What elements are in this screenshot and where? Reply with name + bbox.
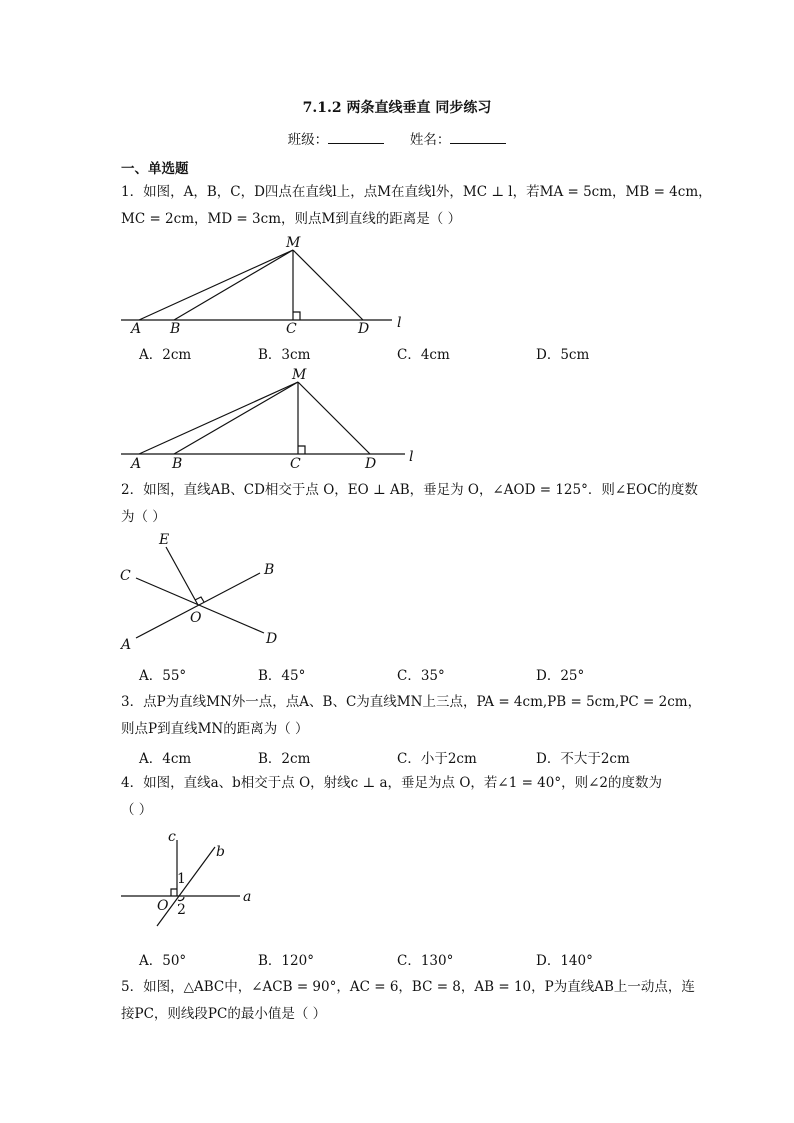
q3-option-d[interactable]: D．不大于2cm — [536, 751, 630, 767]
q5-line2: 接PC，则线段PC的最小值是（ ） — [121, 1006, 327, 1022]
q4-option-c[interactable]: C．130° — [397, 953, 454, 969]
q2-label-d: D — [266, 631, 278, 647]
q1-label-m: M — [286, 235, 301, 251]
q2-label-c: C — [120, 568, 131, 584]
q1r-label-b: B — [172, 456, 183, 472]
q1-option-d[interactable]: D．5cm — [536, 347, 590, 363]
q2-option-c[interactable]: C．35° — [397, 668, 445, 684]
q4-label-b: b — [216, 844, 225, 860]
q1-option-a[interactable]: A．2cm — [139, 347, 192, 363]
q4-option-a[interactable]: A．50° — [139, 953, 187, 969]
q2-option-d[interactable]: D．25° — [536, 668, 585, 684]
q2-label-a: A — [121, 637, 132, 653]
section-title: 一、单选题 — [121, 161, 189, 177]
q4-label-o: O — [157, 898, 169, 914]
q1r-label-c: C — [290, 456, 301, 472]
q5-line1: 5．如图，△ABC中，∠ACB = 90°，AC = 6，BC = 8，AB = 10，P为直线AB上一动点，连 — [121, 979, 695, 995]
q4-option-b[interactable]: B．120° — [258, 953, 314, 969]
q1r-label-m: M — [292, 367, 307, 383]
q3-option-b[interactable]: B．2cm — [258, 751, 311, 767]
q2-line1: 2．如图，直线AB、CD相交于点 O，EO ⊥ AB，垂足为 O，∠AOD = 125°．则∠EOC的度数 — [121, 482, 698, 498]
q1r-label-a: A — [131, 456, 142, 472]
q2-line2: 为（ ） — [121, 509, 166, 525]
q4-label-a: a — [243, 889, 252, 905]
q2-option-b[interactable]: B．45° — [258, 668, 306, 684]
q1-line2: MC = 2cm，MD = 3cm，则点M到直线的距离是（ ） — [121, 211, 462, 227]
q1-label-c: C — [286, 321, 297, 337]
q3-line2: 则点P到直线MN的距离为（ ） — [121, 721, 309, 737]
q3-option-a[interactable]: A．4cm — [139, 751, 192, 767]
q4-label-1: 1 — [177, 871, 186, 887]
class-label: 班级： — [287, 132, 329, 148]
page-title: 7.1.2 两条直线垂直 同步练习 — [302, 100, 492, 116]
q1-label-l: l — [397, 315, 402, 331]
q1-option-b[interactable]: B．3cm — [258, 347, 311, 363]
q4-label-2: 2 — [177, 902, 186, 918]
q1r-label-d: D — [365, 456, 377, 472]
q3-line1: 3．点P为直线MN外一点，点A、B、C为直线MN上三点，PA = 4cm,PB = 5cm,PC = 2cm， — [121, 694, 702, 710]
q4-option-d[interactable]: D．140° — [536, 953, 593, 969]
name-label: 姓名： — [409, 132, 451, 148]
q1-label-b: B — [170, 321, 181, 337]
q4-line2: （ ） — [121, 802, 153, 818]
q1-label-a: A — [131, 321, 142, 337]
q2-option-a[interactable]: A．55° — [139, 668, 187, 684]
q2-label-b: B — [264, 562, 275, 578]
q1r-label-l: l — [409, 449, 414, 465]
q2-label-e: E — [159, 532, 170, 548]
q2-label-o: O — [190, 610, 202, 626]
q1-label-d: D — [358, 321, 370, 337]
q4-label-c: c — [168, 829, 176, 845]
q1-line1: 1．如图，A，B，C，D四点在直线l上，点M在直线l外，MC ⊥ l，若MA = 5cm，MB = 4cm， — [121, 184, 712, 200]
q4-line1: 4．如图，直线a、b相交于点 O，射线c ⊥ a，垂足为点 O，若∠1 = 40°，则∠2的度数为 — [121, 775, 663, 791]
q3-option-c[interactable]: C．小于2cm — [397, 751, 477, 767]
q1-option-c[interactable]: C．4cm — [397, 347, 450, 363]
